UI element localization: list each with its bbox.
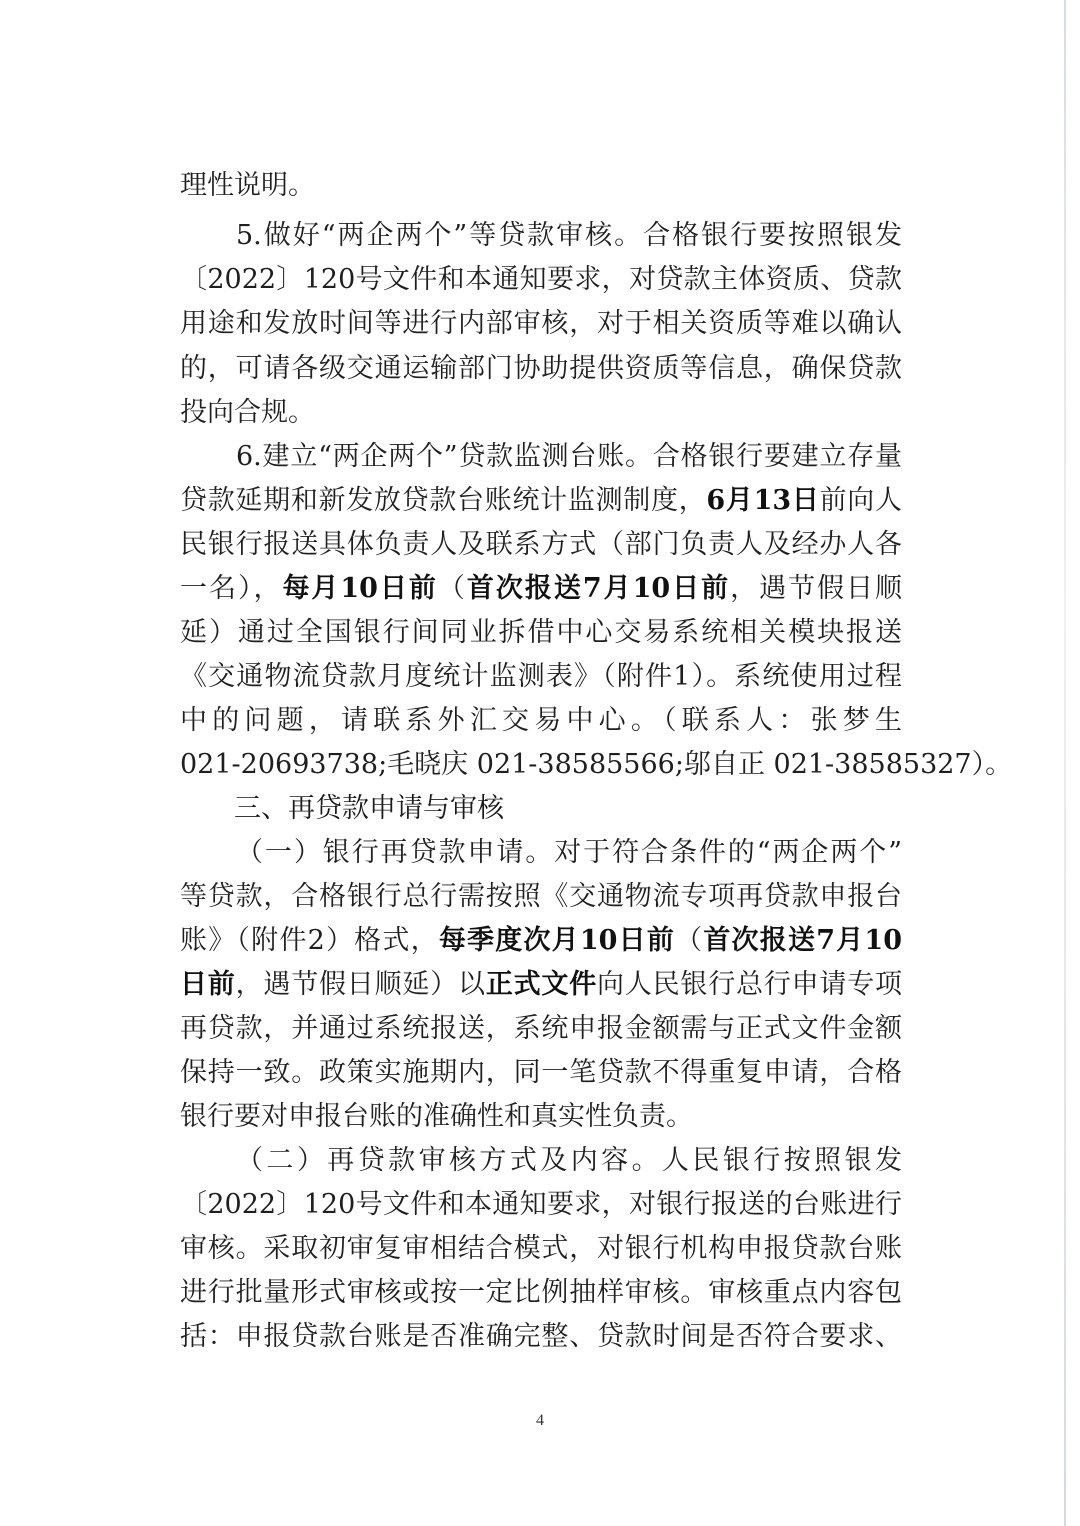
text-line: 延）通过全国银行间同业拆借中心交易系统相关模块报送: [180, 617, 902, 648]
text-line: [180, 567, 902, 611]
text-line: 理性说明。: [180, 170, 315, 201]
text-line: （一）银行再贷款申请。对于符合条件的“两企两个”: [236, 837, 902, 868]
text-segment: （: [675, 925, 704, 956]
bold-text: 正式文件: [485, 969, 598, 1000]
page-edge: [1064, 0, 1066, 1526]
text-segment: ，遇节假日顺: [730, 573, 903, 604]
text-line: 括：申报贷款台账是否准确完整、贷款时间是否符合要求、: [180, 1321, 902, 1352]
text-line: 的，可请各级交通运输部门协助提供资质等信息，确保贷款: [180, 353, 902, 384]
text-segment: 一名），: [180, 573, 283, 604]
text-line: 《交通物流贷款月度统计监测表》（附件1）。系统使用过程: [180, 661, 902, 692]
text-line: 再贷款，并通过系统报送，系统申报金额需与正式文件金额: [180, 1013, 902, 1044]
text-line: 中的问题，请联系外汇交易中心。（联系人：张梦生: [180, 705, 902, 736]
text-line: 等贷款，合格银行总行需按照《交通物流专项再贷款申报台: [180, 881, 902, 912]
text-segment: 贷款延期和新发放贷款台账统计监测制度，: [180, 485, 707, 516]
text-line: 021-20693738;毛晓庆 021-38585566;邬自正 021-38585327）。: [180, 749, 1013, 780]
bold-text: 首次报送7月10: [703, 925, 902, 956]
bold-text: 每季度次月10日前: [438, 925, 676, 956]
text-line: 审核。采取初审复审相结合模式，对银行机构申报贷款台账: [180, 1233, 902, 1264]
text-line: 用途和发放时间等进行内部审核，对于相关资质等难以确认: [180, 308, 902, 339]
text-line: 银行要对申报台账的准确性和真实性负责。: [180, 1101, 693, 1132]
text-segment: （: [437, 573, 467, 604]
bold-text: 6月13日: [706, 485, 820, 516]
text-line: 进行批量形式审核或按一定比例抽样审核。审核重点内容包: [180, 1277, 902, 1308]
page-number: 4: [536, 1412, 544, 1429]
text-line: [180, 479, 902, 523]
text-segment: ，遇节假日顺延）以: [235, 969, 486, 1000]
section-heading: 三、再贷款申请与审核: [234, 793, 504, 824]
text-line: 5.做好“两企两个”等贷款审核。合格银行要按照银发: [236, 220, 902, 251]
text-line: 〔2022〕120号文件和本通知要求，对贷款主体资质、贷款: [180, 264, 902, 295]
text-line: 民银行报送具体负责人及联系方式（部门负责人及经办人各: [180, 529, 902, 560]
text-segment: 前向人: [819, 485, 903, 516]
text-line: 6.建立“两企两个”贷款监测台账。合格银行要建立存量: [236, 441, 902, 472]
text-line: 投向合规。: [180, 397, 315, 428]
text-line: （二）再贷款审核方式及内容。人民银行按照银发: [236, 1145, 902, 1176]
text-line: [180, 963, 902, 1007]
text-segment: 账》（附件2）格式，: [180, 925, 439, 956]
bold-text: 日前: [180, 969, 236, 1000]
text-segment: 向人民银行总行申请专项: [597, 969, 903, 1000]
text-line: 〔2022〕120号文件和本通知要求，对银行报送的台账进行: [180, 1189, 902, 1220]
text-line: 保持一致。政策实施期内，同一笔贷款不得重复申请，合格: [180, 1057, 902, 1088]
bold-text: 首次报送7月10日前: [466, 573, 731, 604]
text-line: [180, 919, 902, 963]
bold-text: 每月10日前: [282, 573, 438, 604]
